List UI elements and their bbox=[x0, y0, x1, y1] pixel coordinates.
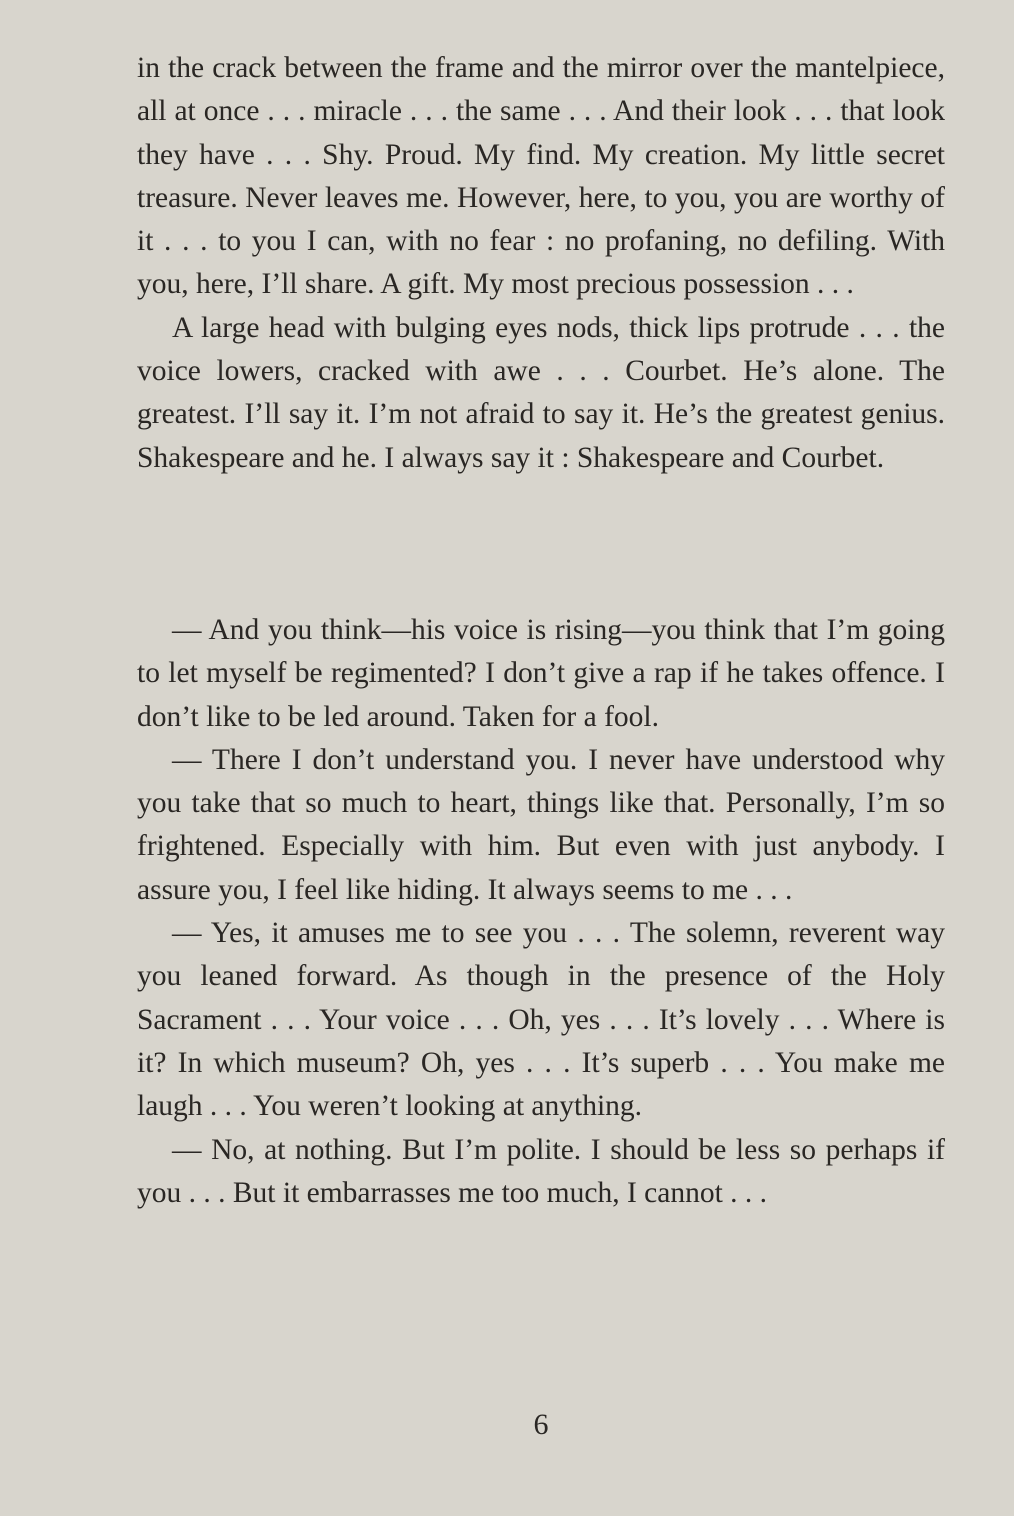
text-block-top bbox=[137, 47, 945, 480]
paragraph-courbet: A large head with bulging eyes nods, thick lips protrude . . . the voice lowers, cracked with awe . . . Courbet. He’s alone. The greatest. I’ll say it. I’m not afraid to say it. He’s the greatest genius. Shakespeare and he. I always say it : Shakespeare and Courbet. bbox=[137, 311, 945, 474]
dialogue-paragraph: — No, at nothing. But I’m polite. I should be less so perhaps if you . . . But it embarrasses me too much, I cannot . . . bbox=[137, 1133, 945, 1209]
text-block-dialogue bbox=[137, 609, 945, 1215]
paragraph-continuation: in the crack between the frame and the mirror over the mantelpiece, all at once . . . miracle . . . the same . . . And their look . . . that look they have . . . Shy. Proud. My find. My creation. My little secret treasure. Never leaves me. However, here, to you, you are worthy of it . . . to you I can, with no fear : no profaning, no defiling. With you, here, I’ll share. A gift. My most precious possession . . . bbox=[137, 52, 945, 301]
dialogue-paragraph: — There I don’t understand you. I never have understood why you take that so much to heart, things like that. Personally, I’m so frightened. Especially with him. But even with just anybody. I assure you, I feel like hiding. It always seems to me . . . bbox=[137, 743, 945, 906]
page-number: 6 bbox=[533, 1408, 549, 1441]
dialogue-paragraph: — Yes, it amuses me to see you . . . The solemn, reverent way you leaned forward. As though in the presence of the Holy Sacrament . . . Your voice . . . Oh, yes . . . It’s lovely . . . Where is it? In which museum? Oh, yes . . . It’s superb . . . You make me laugh . . . You weren’t looking at anything. bbox=[137, 917, 945, 1123]
dialogue-paragraph: — And you think—his voice is rising—you think that I’m going to let myself be regimented? I don’t give a rap if he takes offence. I don’t like to be led around. Taken for a fool. bbox=[137, 614, 945, 733]
